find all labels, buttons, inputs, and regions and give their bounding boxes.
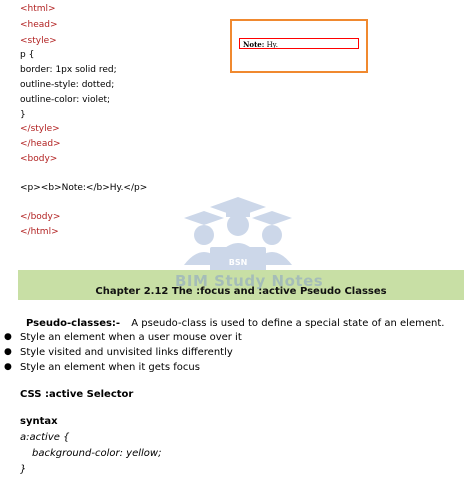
code-line: border: 1px solid red; <box>20 65 117 75</box>
code-line: <p><b>Note:</b>Hy.</p> <box>20 183 148 193</box>
intro-text: A pseudo-class is used to define a special state of an element. <box>131 318 445 329</box>
list-item: Style an element when a user mouse over it <box>20 332 242 343</box>
chapter-title: Chapter 2.12 The :focus and :active Pseudo Classes <box>95 285 387 297</box>
code-line: <body> <box>20 154 58 164</box>
bullet-icon: ● <box>4 362 12 372</box>
code-line: <head> <box>20 20 58 30</box>
pseudo-classes-label: Pseudo-classes:- <box>26 318 121 329</box>
preview-bold-label: Note: <box>243 40 265 49</box>
list-item: Style an element when it gets focus <box>20 362 200 373</box>
code-line: } <box>20 110 26 120</box>
output-preview <box>230 19 368 73</box>
preview-paragraph <box>239 38 359 49</box>
bullet-icon: ● <box>4 347 12 357</box>
watermark-badge: BSN <box>228 258 248 267</box>
syntax-line: } <box>20 464 27 475</box>
code-line: p { <box>20 50 35 60</box>
code-line: </body> <box>20 212 61 222</box>
code-line: </style> <box>20 124 60 134</box>
syntax-line: a:active { <box>20 432 70 443</box>
code-line: <html> <box>20 4 56 14</box>
list-item: Style visited and unvisited links differently <box>20 347 233 358</box>
code-line: </html> <box>20 227 59 237</box>
watermark-text: BIM Study Notes <box>175 272 324 290</box>
section-heading: CSS :active Selector <box>20 389 134 400</box>
code-line: </head> <box>20 139 61 149</box>
syntax-label: syntax <box>20 416 58 427</box>
code-line: outline-color: violet; <box>20 95 111 105</box>
syntax-line: background-color: yellow; <box>32 448 162 459</box>
intro-paragraph <box>26 317 444 330</box>
preview-text: Hy. <box>264 41 278 49</box>
bullet-icon: ● <box>4 332 12 342</box>
code-line: outline-style: dotted; <box>20 80 115 90</box>
code-line: <style> <box>20 36 57 46</box>
